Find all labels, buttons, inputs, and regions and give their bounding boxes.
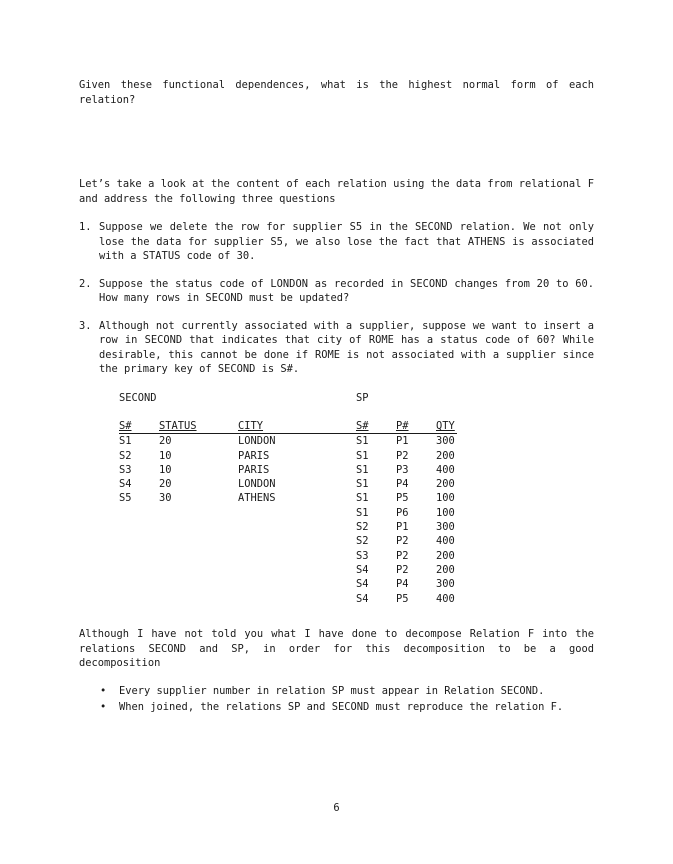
table-cell: 200	[436, 549, 455, 562]
question-item: 1. Suppose we delete the row for supplier S5 in the SECOND relation. We not only lose the data for supplier S5, we also lose the fact that ATHENS is associated with a STATUS code of 30.	[79, 221, 594, 262]
table-cell: P2	[396, 549, 409, 562]
table-cell: 300	[436, 521, 455, 534]
table-row	[119, 477, 357, 491]
table-cell: S2	[119, 449, 132, 462]
table-cell: ATHENS	[238, 492, 276, 505]
question-item: 2. Suppose the status code of LONDON as recorded in SECOND changes from 20 to 60. How many rows in SECOND must be updated?	[79, 277, 594, 304]
column-header: QTY	[436, 419, 457, 434]
second-relation-table	[119, 419, 357, 506]
table-row	[356, 549, 457, 563]
column-header: S#	[119, 419, 159, 434]
table-cell: S4	[356, 563, 369, 576]
table-cell: P4	[396, 578, 409, 591]
table-cell: 100	[436, 506, 455, 519]
table-row	[356, 491, 457, 505]
table-cell: P5	[396, 492, 409, 505]
table-row	[356, 477, 457, 491]
table-cell: 400	[436, 592, 455, 605]
question-item: 3. Although not currently associated with a supplier, suppose we want to insert a row in SECOND that indicates that city of ROME has a status code of 60? While desirable, this cannot be done if ROME is not associated with a supplier since the primary key of SECOND is S#.	[79, 319, 594, 375]
table-row	[356, 592, 457, 606]
table-row	[356, 449, 457, 463]
table-header-row	[119, 419, 357, 434]
column-header: CITY	[238, 419, 357, 434]
table-cell: 20	[159, 435, 172, 448]
table-cell: LONDON	[238, 478, 276, 491]
table-cell: S5	[119, 492, 132, 505]
table-cell: S1	[119, 435, 132, 448]
table-cell: 400	[436, 535, 455, 548]
table-cell: PARIS	[238, 463, 270, 476]
second-table-title: SECOND	[119, 392, 157, 404]
table-cell: P4	[396, 478, 409, 491]
table-cell: S4	[356, 592, 369, 605]
table-row	[356, 520, 457, 534]
table-cell: P5	[396, 592, 409, 605]
lead-in-paragraph: Let’s take a look at the content of each relation using the data from relational F and address the following three questions	[79, 178, 594, 205]
column-header: P#	[396, 419, 436, 434]
table-cell: P1	[396, 435, 409, 448]
table-cell: S1	[356, 492, 369, 505]
table-cell: P2	[396, 535, 409, 548]
table-cell: LONDON	[238, 435, 276, 448]
table-cell: S3	[356, 549, 369, 562]
table-cell: S1	[356, 478, 369, 491]
bullet-glyph: •	[100, 685, 107, 697]
table-cell: 200	[436, 478, 455, 491]
column-header: STATUS	[159, 419, 238, 434]
table-cell: 300	[436, 578, 455, 591]
question-list	[79, 220, 594, 390]
table-cell: S1	[356, 449, 369, 462]
table-cell: 20	[159, 478, 172, 491]
column-header: S#	[356, 419, 396, 434]
table-row	[119, 463, 357, 477]
table-cell: 300	[436, 435, 455, 448]
table-cell: PARIS	[238, 449, 270, 462]
table-cell: 30	[159, 492, 172, 505]
table-row	[356, 577, 457, 591]
table-cell: 10	[159, 449, 172, 462]
table-row	[356, 506, 457, 520]
intro-question: Given these functional dependences, what is the highest normal form of each relation?	[79, 79, 594, 106]
table-row	[119, 434, 357, 449]
table-cell: P1	[396, 521, 409, 534]
sp-table-title: SP	[356, 392, 369, 404]
condition-bullet-list	[100, 683, 600, 715]
table-header-row	[356, 419, 457, 434]
table-cell: S1	[356, 506, 369, 519]
bullet-glyph: •	[100, 701, 107, 713]
table-cell: S2	[356, 521, 369, 534]
list-item: • Every supplier number in relation SP must appear in Relation SECOND.	[100, 685, 545, 697]
table-cell: S2	[356, 535, 369, 548]
page-number: 6	[333, 802, 340, 814]
table-cell: P3	[396, 463, 409, 476]
table-cell: P6	[396, 506, 409, 519]
sp-relation-table	[356, 419, 457, 606]
table-cell: 10	[159, 463, 172, 476]
table-row	[356, 534, 457, 548]
table-cell: S1	[356, 435, 369, 448]
table-row	[356, 434, 457, 449]
table-row	[356, 463, 457, 477]
table-row	[119, 449, 357, 463]
table-cell: 100	[436, 492, 455, 505]
table-cell: S4	[119, 478, 132, 491]
table-cell: P2	[396, 563, 409, 576]
closing-paragraph: Although I have not told you what I have done to decompose Relation F into the relations SECOND and SP, in order for this decomposition to be a good decomposition	[79, 628, 594, 669]
table-cell: 200	[436, 449, 455, 462]
table-cell: S3	[119, 463, 132, 476]
table-cell: S1	[356, 463, 369, 476]
table-row	[119, 491, 357, 505]
table-cell: S4	[356, 578, 369, 591]
list-item: • When joined, the relations SP and SECOND must reproduce the relation F.	[100, 701, 564, 713]
table-row	[356, 563, 457, 577]
table-cell: P2	[396, 449, 409, 462]
table-cell: 200	[436, 563, 455, 576]
table-cell: 400	[436, 463, 455, 476]
